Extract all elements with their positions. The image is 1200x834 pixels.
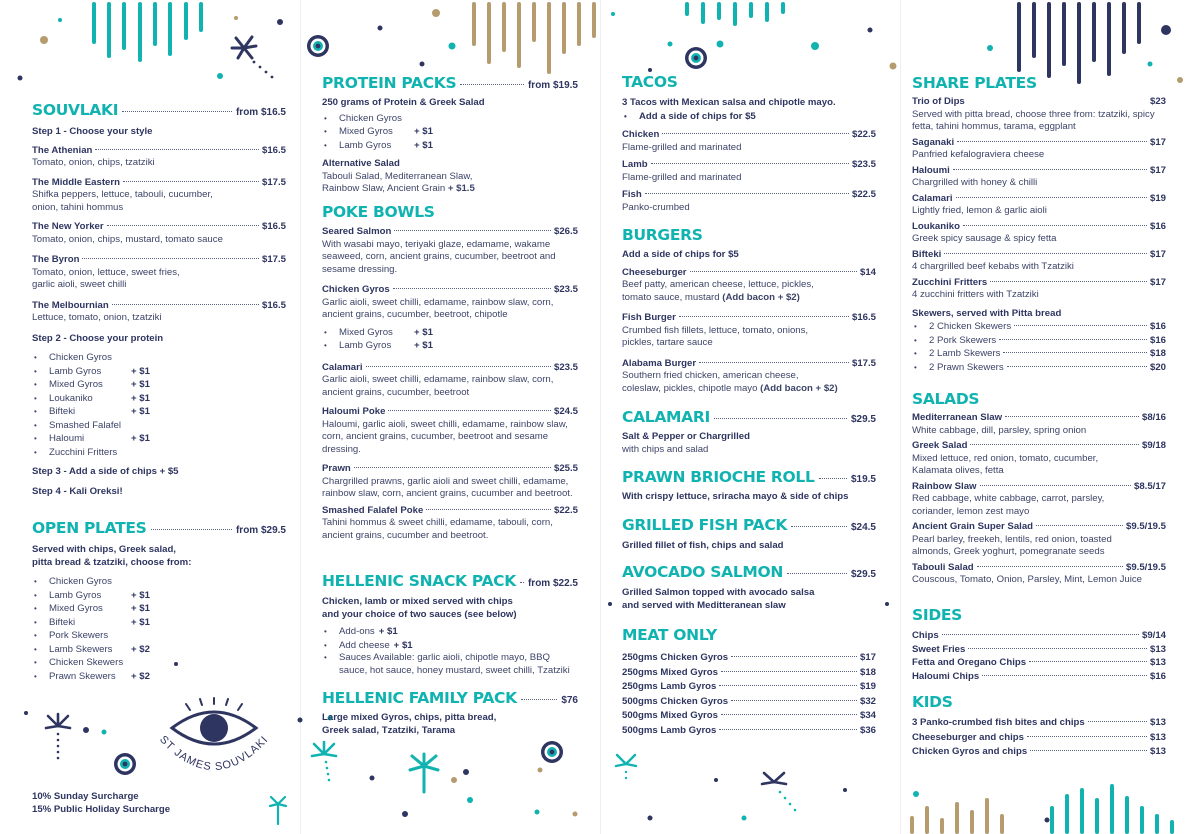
list-item: • 2 Lamb Skewers $18 [912,347,1166,361]
salads-section: SALADS Mediterranean Slaw $8/16 White cabbage, dill, parsley, spring onion Greek Salad $9/18 Mixed lettuce, red onion, tomato, cucumber, Kalamata olives, fetta Rainbow Slaw $8.5/17 Red cabbage, white cabbage, carrot, parsley, coriander, lemon zest mayo Ancient Grain Super Salad $9.5/19.5 Pearl barley, freekeh, lentils, red onion, toasted almonds, Greek yoghurt, pomegranate seeds Tabouli Salad $9.5/19.5 Couscous, Tomato, Onion, Parsley, Mint, Lemon Juice [912,390,1166,585]
list-item: • Chicken Gyros [322,112,578,126]
share-plates-section: SHARE PLATES Trio of Dips $23 Served with pitta bread, choose three from: tzatziki, spicy fetta, tahini hommus, tarama, eggplant Saganaki $17 Panfried kefalograviera cheese Haloumi $17 Chargrilled with honey & chilli Calamari $19 Lightly fried, lemon & garlic aioli Loukaniko $16 Greek spicy sausage & spicy fetta Bifteki $17 4 chargrilled beef kebabs with Tzatziki Zucchini Fritters $17 4 zucchini fritters with Tzatziki Skewers, served with Pitta bread • 2 Chicken Skewers $16 • 2 Pork Skewers $16 • 2 Lamb Skewers $18 • 2 Prawn Skewers $20 [912,74,1166,374]
sides-section: SIDES Chips $9/14 Sweet Fries $13 Fetta and Oregano Chips $13 Haloumi Chips $16 [912,606,1166,682]
list-item: • Lamb Gyros + $1 [322,339,578,353]
list-item: • Lamb Gyros + $1 [322,139,578,153]
list-item: • Chicken Gyros [32,575,286,589]
list-item: • Lamb Skewers + $2 [32,643,286,657]
list-item: • 2 Chicken Skewers $16 [912,320,1166,334]
list-item: • Pork Skewers [32,629,286,643]
list-item: • Add a side of chips for $5 [622,110,876,124]
list-item: • Bifteki + $1 [32,616,286,630]
open-plates-section: OPEN PLATES from $29.5 Served with chips, Greek salad, pitta bread & tzatziki, choose from: • Chicken Gyros • Lamb Gyros + $1 • Mixed Gyros + $1 • Bifteki + $1 • Pork Skewers • Lamb Skewers + $2 • Chicken Skewers • Prawn Skewers + $2 [32,519,286,683]
poke-bowls-section: POKE BOWLS Seared Salmon $26.5 With wasabi mayo, teriyaki glaze, edamame, wakame seaweed, corn, ancient grains, cucumber, beetroot and sesame dressing. Chicken Gyros $23.5 Garlic aioli, sweet chilli, edamame, rainbow slaw, corn, ancient grains, cucumber, beetroot, chipotle • Mixed Gyros + $1 • Lamb Gyros + $1 Calamari $23.5 Garlic aioli, sweet chilli, edamame, rainbow slaw, corn, ancient grains, cucumber, beetroot Haloumi Poke $24.5 Haloumi, garlic aioli, sweet chilli, edamame, rainbow slaw, corn, ancient grains, cucumber, beetroot and sesame dressing. Prawn $25.5 Chargrilled prawns, garlic aioli and sweet chilli, edamame, rainbow slaw, corn, ancient grains, cucumber and beetroot. Smashed Falafel Poke $22.5 Tahini hommus & sweet chilli, edamame, tabouli, corn, ancient grains, cucumber and beetroot. [322,203,578,542]
list-item: • 2 Pork Skewers $16 [912,334,1166,348]
protein-list [32,351,286,459]
list-item: • Add-ons + $1 [322,625,578,639]
list-item: • Mixed Gyros + $1 [322,326,578,340]
list-item: • Smashed Falafel [32,419,286,433]
kids-section: KIDS 3 Panko-crumbed fish bites and chips $13 Cheeseburger and chips $13 Chicken Gyros and chips $13 [912,693,1166,757]
surcharges: 10% Sunday Surcharge 15% Public Holiday Surcharge [32,791,171,815]
fish-pack-section: GRILLED FISH PACK $24.5 Grilled fillet of fish, chips and salad [622,516,876,551]
column-1 [32,0,286,834]
family-pack-section: HELLENIC FAMILY PACK $76 Large mixed Gyros, chips, pitta bread, Greek salad, Tzatziki, Tarama [322,689,578,736]
list-item: • Zucchini Fritters [32,446,286,460]
calamari-section: CALAMARI $29.5 Salt & Pepper or Chargrilled with chips and salad [622,408,876,455]
protein-packs-section: PROTEIN PACKS from $19.5 250 grams of Protein & Greek Salad • Chicken Gyros • Mixed Gyros + $1 • Lamb Gyros + $1 Alternative Salad Tabouli Salad, Mediterranean Slaw, Rainbow Slaw, Ancient Grain + $1.5 [322,74,578,196]
prawn-roll-section: PRAWN BRIOCHE ROLL $19.5 With crispy lettuce, sriracha mayo & side of chips [622,468,876,502]
list-item: • Prawn Skewers + $2 [32,670,286,684]
burgers-section: BURGERS Add a side of chips for $5 Cheeseburger $14 Beef patty, american cheese, lettuce, pickles, tomato sauce, mustard (Add bacon + $2) Fish Burger $16.5 Crumbed fish fillets, lettuce, tomato, onions, pickles, tartare sauce Alabama Burger $17.5 Southern fried chicken, american cheese, coleslaw, pickles, chipotle mayo (Add bacon + $2) [622,226,876,394]
list-item: • Bifteki + $1 [32,405,286,419]
list-item: • Chicken Skewers [32,656,286,670]
column-3 [622,0,876,834]
list-item: • Mixed Gyros + $1 [32,378,286,392]
list-item: • Lamb Gyros + $1 [32,589,286,603]
list-item: • Haloumi + $1 [32,432,286,446]
list-item: • Add cheese + $1 [322,639,578,653]
list-item: • 2 Prawn Skewers $20 [912,361,1166,375]
souvlaki-section: SOUVLAKI from $16.5 Step 1 - Choose your style The Athenian $16.5 Tomato, onion, chips, tzatziki The Middle Eastern $17.5 Shifka peppers, lettuce, tabouli, cucumber, onion, tahini hommus The New Yorker $16.5 Tomato, onion, chips, mustard, tomato sauce The Byron $17.5 Tomato, onion, lettuce, sweet fries, garlic aioli, sweet chilli The Melbournian $16.5 Lettuce, tomato, onion, tzatziki Step 2 - Choose your protein • Chicken Gyros • Lamb Gyros + $1 • Mixed Gyros + $1 • Loukaniko + $1 • Bifteki + $1 • Smashed Falafel • Haloumi + $1 • Zucchini Fritters Step 3 - Add a side of chips + $5 Step 4 - Kali Oreksi! [32,101,286,498]
open-plates-list [32,575,286,683]
snack-pack-section: HELLENIC SNACK PACK from $22.5 Chicken, lamb or mixed served with chips and your choice of two sauces (see below) • Add-ons + $1 • Add cheese + $1 • Sauces Available: garlic aioli, chipotle mayo, BBQ sauce, hot sauce, honey mustard, sweet chilli, Tzatziki [322,572,578,677]
list-item: • Lamb Gyros + $1 [32,365,286,379]
column-2 [322,0,578,834]
list-item: • Sauces Available: garlic aioli, chipotle mayo, BBQ sauce, hot sauce, honey mustard, sweet chilli, Tzatziki [322,652,578,677]
avocado-salmon-section: AVOCADO SALMON $29.5 Grilled Salmon topped with avocado salsa and served with Meditteranean slaw [622,563,876,611]
logo-text: ST JAMES SOUVLAKI [157,733,271,774]
list-item: • Mixed Gyros + $1 [32,602,286,616]
souvlaki-title: SOUVLAKI from $16.5 [32,101,286,119]
list-item: • Loukaniko + $1 [32,392,286,406]
list-item: • Mixed Gyros + $1 [322,125,578,139]
column-4 [912,0,1166,834]
list-item: • Chicken Gyros [32,351,286,365]
tacos-section: TACOS 3 Tacos with Mexican salsa and chipotle mayo. • Add a side of chips for $5 Chicken $22.5 Flame-grilled and marinated Lamb $23.5 Flame-grilled and marinated Fish $22.5 Panko-crumbed [622,73,876,214]
meat-only-section: MEAT ONLY 250gms Chicken Gyros $17 250gms Mixed Gyros $18 250gms Lamb Gyros $19 500gms Chicken Gyros $32 500gms Mixed Gyros $34 500gms Lamb Gyros $36 [622,626,876,736]
